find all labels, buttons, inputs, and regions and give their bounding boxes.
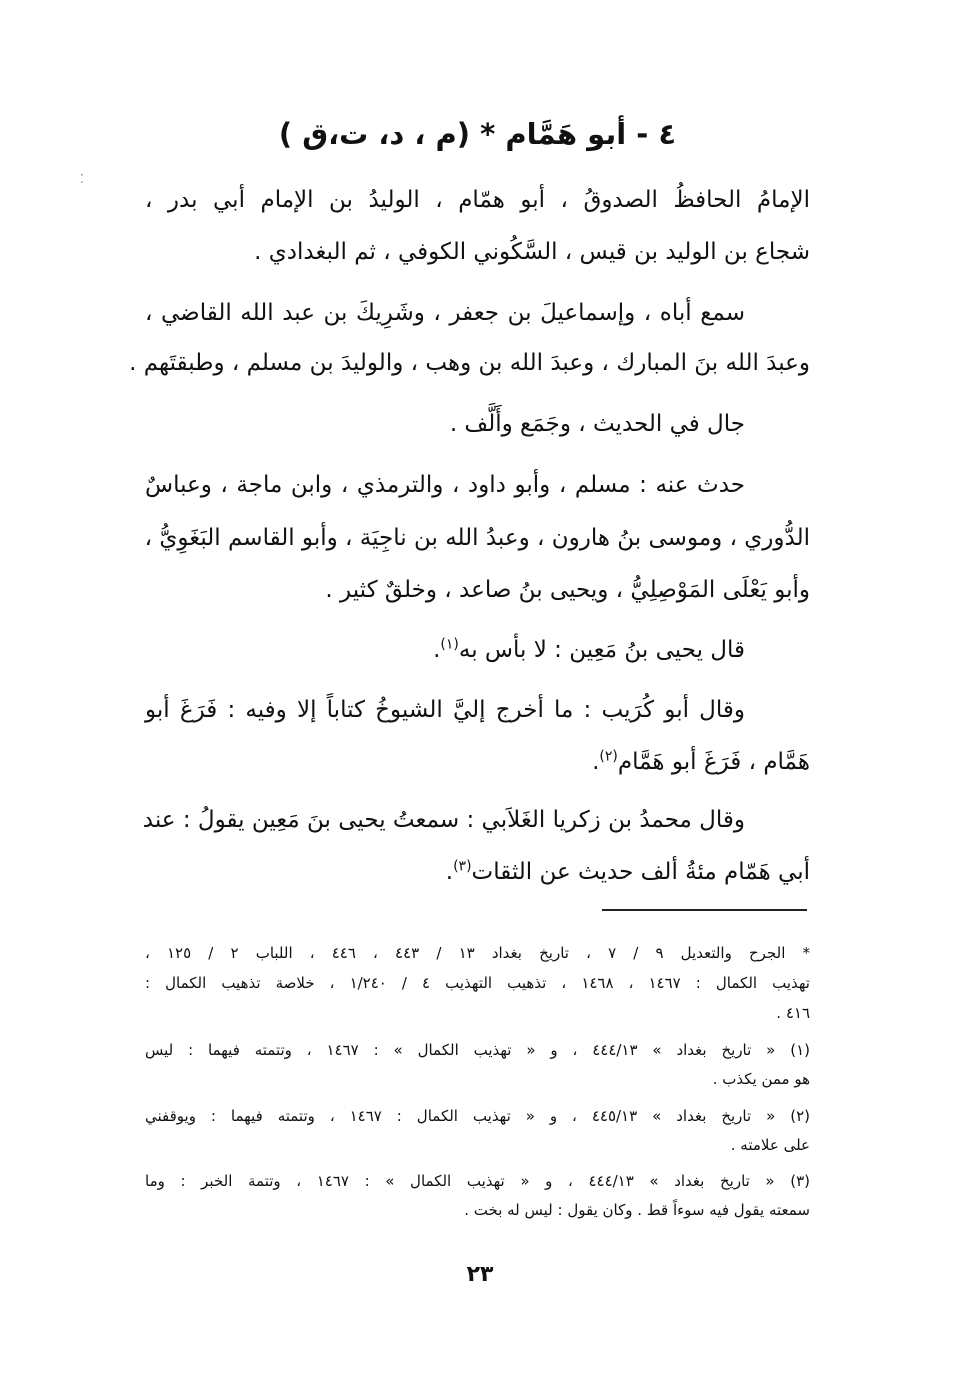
footnote-line: على علامته . (730, 1136, 810, 1154)
footnote-divider (602, 909, 807, 911)
margin-mark: ⁚ (80, 172, 84, 186)
footnote-line: سمعته يقول فيه سوءاً قط . وكان يقول : ليس له بخت . (464, 1201, 810, 1219)
body-line: الدُّوري ، وموسى بنُ هارون ، وعبدُ الله بن ناجِيَة ، وأبو القاسم البَغَوِيُّ ، (144, 525, 810, 551)
body-line (433, 630, 745, 670)
line-end: . (592, 749, 600, 775)
line-end: . (433, 637, 441, 663)
body-line: وقال أبو كُرَيب : ما أخرج إليَّ الشيوخُ كتاباً إلا وفيه : فَرَغَ أبو (145, 697, 745, 723)
body-line: جال في الحديث ، وجَمَع وأَلَّف . (449, 411, 745, 437)
body-line: وقال محمدُ بن زكريا الغَلاَبي : سمعتُ يحيى بنَ مَعِين يقولُ : عند (142, 807, 745, 833)
footnote-ref: (١) (440, 636, 459, 653)
body-text: هَمَّام ، فَرَغَ أبو هَمَّام (617, 749, 810, 775)
line-end: . (445, 859, 454, 885)
body-text: قال يحيى بنُ مَعِين : لا بأس به (458, 637, 745, 663)
footnote-ref: (٣) (453, 858, 472, 875)
footnote-ref: (٢) (599, 748, 618, 765)
page-number: ٢٣ (466, 1262, 494, 1287)
footnote-line: ٤١٦ . (776, 1004, 810, 1022)
body-line: شجاع بن الوليد بن قيس ، السَّكُوني الكوفي ، ثم البغدادي . (254, 239, 810, 265)
footnote-line: (٢) « تاريخ بغداد » ٤٤٥/١٣ ، و « تهذيب الكمال : ١٤٦٧ ، وتتمته فيهما : ويوقفني (145, 1107, 811, 1125)
entry-title: ٤ - أبو هَمَّام * (م ، د، ت،ق ) (278, 117, 677, 151)
footnote-line: (١) « تاريخ بغداد » ٤٤٤/١٣ ، و « تهذيب الكمال » : ١٤٦٧ ، وتتمته فيهما : ليس (145, 1041, 810, 1059)
body-text: أبي هَمّام مئةُ ألف حديث عن الثقات (471, 859, 810, 885)
body-line (446, 852, 810, 892)
body-line: الإمامُ الحافظُ الصدوقُ ، أبو همّام ، الوليدُ بن الإمام أبي بدر ، (145, 187, 810, 213)
footnote-line: * الجرح والتعديل ٩ / ٧ ، تاريخ بغداد ١٣ / ٤٤٣ ، ٤٤٦ ، اللباب ٢ / ١٢٥ ، (145, 944, 810, 962)
body-line: حدث عنه : مسلم ، وأبو داود ، والترمذي ، وابن ماجة ، وعباسٌ (145, 472, 745, 498)
body-line: وأبو يَعْلَى المَوْصِلِيُّ ، ويحيى بنُ صاعد ، وخلقٌ كثير . (325, 577, 810, 603)
body-line (592, 742, 810, 782)
body-line: سمع أباه ، وإسماعيلَ بن جعفر ، وشَرِيكَ بن عبد الله القاضي ، (145, 300, 745, 326)
footnote-line: تهذيب الكمال : ١٤٦٧ ، ١٤٦٨ ، تذهيب التهذيب ٤ / ١/٢٤٠ ، خلاصة تذهيب الكمال : (145, 974, 810, 992)
footnote-line: هو ممن يكذب . (712, 1070, 810, 1088)
footnote-line: (٣) « تاريخ بغداد » ٤٤٤/١٣ ، و « تهذيب الكمال » : ١٤٦٧ ، وتتمة الخبر : وما (145, 1172, 811, 1190)
body-line: وعبدَ الله بنَ المبارك ، وعبدَ الله بن وهب ، والوليدَ بن مسلم ، وطبقتَهم . (129, 350, 810, 376)
